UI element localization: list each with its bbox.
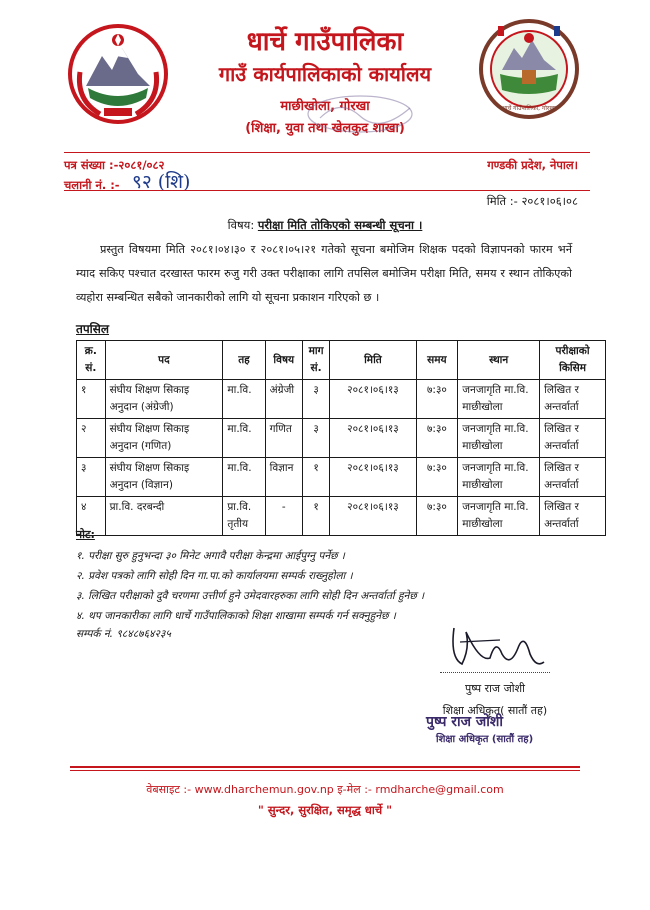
table-cell: ७:३०: [416, 419, 458, 458]
table-cell: लिखित र अन्तर्वार्ता: [540, 458, 606, 497]
footer-divider-thin: [70, 770, 580, 771]
table-cell: जनजागृति मा.वि. माछीखोला: [458, 380, 540, 419]
table-cell: संघीय शिक्षण सिकाइ अनुदान (अंग्रेजी): [105, 380, 223, 419]
table-cell: १: [77, 380, 106, 419]
table-cell: ७:३०: [416, 380, 458, 419]
table-cell: लिखित र अन्तर्वार्ता: [540, 419, 606, 458]
table-cell: ७:३०: [416, 458, 458, 497]
table-cell: १: [302, 497, 329, 536]
table-row: [77, 380, 606, 419]
municipality-name: धार्चे गाउँपालिका: [246, 27, 404, 57]
letter-date: मिति :- २०८१।०६।०८: [486, 194, 578, 208]
table-row: [77, 419, 606, 458]
table-cell: ४: [77, 497, 106, 536]
table-cell: ३: [77, 458, 106, 497]
table-cell: जनजागृति मा.वि. माछीखोला: [458, 497, 540, 536]
table-header-cell: स्थान: [458, 341, 540, 380]
table-header-row: [77, 341, 606, 380]
table-cell: प्रा.वि. दरबन्दी: [105, 497, 223, 536]
table-cell: २०८१।०६।१३: [330, 380, 416, 419]
table-header-cell: परीक्षाको किसिम: [540, 341, 606, 380]
signatory-name: पुष्प राज जोशी: [465, 682, 525, 695]
table-header-cell: मिति: [330, 341, 416, 380]
table-cell: मा.वि.: [223, 380, 265, 419]
subject-label: विषय:: [227, 218, 258, 232]
table-cell: ७:३०: [416, 497, 458, 536]
tapasil-label: तपसिल: [76, 322, 110, 336]
table-cell: जनजागृति मा.वि. माछीखोला: [458, 458, 540, 497]
footer-divider: [70, 766, 580, 768]
contact-number: सम्पर्क नं. ९८४८७६४२३५: [76, 628, 171, 640]
department-name: (शिक्षा, युवा तथा खेलकुद शाखा): [245, 121, 405, 136]
nepal-emblem-icon: [66, 22, 170, 126]
subject-text: परीक्षा मिति तोकिएको सम्बन्धी सूचना ।: [257, 218, 423, 232]
table-cell: गणित: [265, 419, 302, 458]
table-cell: १: [302, 458, 329, 497]
note-item: १. परीक्षा सुरु हुनुभन्दा ३० मिनेट अगावै परीक्षा केन्द्रमा आईपुग्नु पर्नेछ ।: [76, 550, 345, 562]
table-cell: मा.वि.: [223, 458, 265, 497]
signature-icon: [440, 618, 550, 678]
municipality-emblem-icon: [478, 18, 580, 120]
table-cell: -: [265, 497, 302, 536]
table-cell: जनजागृति मा.वि. माछीखोला: [458, 419, 540, 458]
table-header-cell: क्र. सं.: [77, 341, 106, 380]
emblem-caption: धार्चे गाउँपालिका, गोरखा: [502, 105, 556, 112]
table-row: [77, 497, 606, 536]
table-cell: प्रा.वि. तृतीय: [223, 497, 265, 536]
table-header-cell: पद: [105, 341, 223, 380]
table-header-cell: समय: [416, 341, 458, 380]
table-cell: २०८१।०६।१३: [330, 419, 416, 458]
note-item: ४. थप जानकारीका लागि धार्चे गाउँपालिकाको शिक्षा शाखामा सम्पर्क गर्न सक्नुहुनेछ ।: [76, 610, 396, 622]
table-cell: संघीय शिक्षण सिकाइ अनुदान (विज्ञान): [105, 458, 223, 497]
signatory-title: शिक्षा अधिकृत( सातौं तह): [442, 704, 548, 717]
dispatch-number-label: चलानी नं. :-: [64, 178, 120, 192]
table-header-cell: विषय: [265, 341, 302, 380]
letter-number: पत्र संख्या :-२०८१/०८२: [64, 158, 165, 172]
table-header-cell: माग सं.: [302, 341, 329, 380]
province-name: गण्डकी प्रदेश, नेपाल।: [487, 158, 578, 172]
meta-divider: [64, 190, 590, 191]
office-name: गाउँ कार्यपालिकाको कार्यालय: [218, 62, 432, 86]
header-divider: [64, 152, 590, 153]
subject-line: [0, 218, 650, 233]
signature-line: [440, 672, 550, 673]
table-cell: २: [77, 419, 106, 458]
table-row: [77, 458, 606, 497]
dispatch-number-handwritten: ९२ (शि): [132, 171, 191, 193]
table-cell: संघीय शिक्षण सिकाइ अनुदान (गणित): [105, 419, 223, 458]
note-item: २. प्रवेश पत्रको लागि सोही दिन गा.पा.को कार्यालयमा सम्पर्क राख्नुहोला ।: [76, 570, 353, 582]
table-cell: ३: [302, 419, 329, 458]
stamp-title: शिक्षा अधिकृत (सातौं तह): [436, 734, 534, 745]
table-cell: विज्ञान: [265, 458, 302, 497]
office-location: माछीखोला, गोरखा: [280, 99, 370, 114]
table-cell: अंग्रेजी: [265, 380, 302, 419]
table-cell: लिखित र अन्तर्वार्ता: [540, 380, 606, 419]
notes-title: नोट:: [76, 528, 95, 541]
notes-list: [76, 546, 424, 626]
table-cell: ३: [302, 380, 329, 419]
table-cell: २०८१।०६।१३: [330, 497, 416, 536]
notice-body: प्रस्तुत विषयमा मिति २०८१।०४।३० र २०८१।०५।२१ गतेको सूचना बमोजिम शिक्षक पदको विज्ञापनको फारम भर्ने म्याद सकिए पश्चात दरखास्त फारम रुजु गरी उक्त परीक्षाका लागि तपसिल बमोजिम परीक्षा मिति, समय र स्थान तोकिएको व्यहोरा सम्बन्धित सबैको जानकारीको लागि यो सूचना प्रकाशन गरिएको छ ।: [76, 243, 572, 304]
footer-contact: वेबसाइट :- www.dharchemun.gov.np इ-मेल :- rmdharche@gmail.com: [146, 783, 504, 796]
exam-schedule-table: [76, 340, 606, 536]
stamp-name: पुष्प राज जोशी: [426, 714, 504, 730]
table-cell: मा.वि.: [223, 419, 265, 458]
table-cell: २०८१।०६।१३: [330, 458, 416, 497]
table-header-cell: तह: [223, 341, 265, 380]
note-item: ३. लिखित परीक्षाको दुवै चरणमा उत्तीर्ण हुने उमेदवारहरुका लागि सोही दिन अन्तर्वार्ता हुनेछ ।: [76, 590, 425, 602]
table-cell: लिखित र अन्तर्वार्ता: [540, 497, 606, 536]
footer-slogan: " सुन्दर, सुरक्षित, समृद्ध धार्चे ": [257, 803, 393, 817]
